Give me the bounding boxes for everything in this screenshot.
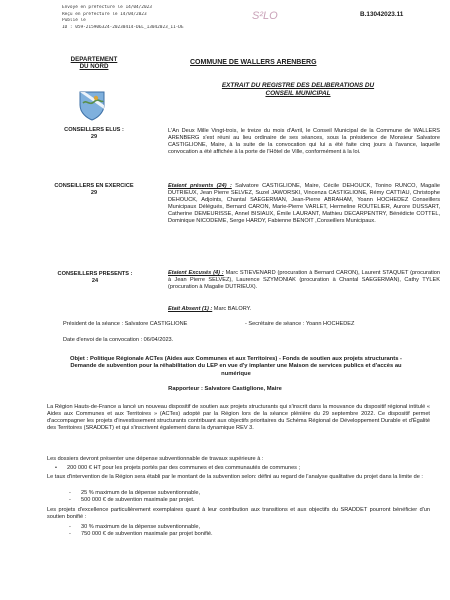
elected-label: CONSEILLERS ELUS : <box>64 127 124 133</box>
body-paragraph: Les dossiers devront présenter une dépense subventionnable de travaux supérieure à : <box>47 456 264 462</box>
rate-limits-list <box>47 490 430 504</box>
body-paragraph: La Région Hauts-de-France a lancé un nouveau dispositif de soutien aux projets structurants qui s'inscrit dans la mouvance du dispositif régional intitulé « Aides aux Communes et aux Territoires » (ACTes) adopté par la Région lors de la séance plénière du 29 septembre 2022. Ce dispositif permet d'accompagner les projets d'investissement structurants contribuant aux objectifs prioritaires du Schéma Régional de Développement Durable et d'Égalité des Territoires (SRADDET) et qui s'inscrivent également dans la dynamique REV 3. <box>47 404 430 432</box>
list-item: - 30 % maximum de la dépense subventionnable, <box>69 524 201 530</box>
session-president: Président de la séance : Salvatore CASTIGLIONE <box>63 321 188 327</box>
present-members <box>168 183 440 226</box>
in-office-label: CONSEILLERS EN EXERCICE <box>54 183 134 189</box>
stamp-line: Envoyé en préfecture le 14/04/2023 <box>62 5 152 10</box>
list-item: • 200 000 € HT pour les projets portés par des communes et des communautés de communes ; <box>55 465 301 471</box>
list-item: - 25 % maximum de la dépense subventionnable, <box>69 490 201 496</box>
reference-number: B.13042023.11 <box>360 11 404 18</box>
in-office-count <box>48 183 140 197</box>
present-count <box>50 271 140 285</box>
excused-members-label: Etaient Excusés (4) : <box>168 270 224 276</box>
absent-members-label: Etait Absent (1) : <box>168 306 213 312</box>
department-line: DEPARTEMENT <box>70 56 118 63</box>
commune-title: COMMUNE DE WALLERS ARENBERG <box>190 59 317 66</box>
svg-text:S²LO: S²LO <box>252 10 278 22</box>
stamp-line: ID : 059-215906324-20230414-DEL_13042023_11-DE <box>62 24 184 30</box>
s2low-logo <box>250 2 290 28</box>
rate-paragraph: Le taux d'intervention de la Région sera établi par le montant de la subvention selon: défini au regard de l'analyse qualitative du projet dans la limite de : <box>47 474 423 480</box>
excellence-paragraph: Les projets d'excellence particulièrement exemplaires quant à leur contribution aux transitions et aux objectifs du SRADDET pourront bénéficier d'un soutien bonifié : <box>47 507 430 521</box>
present-value: 24 <box>91 278 99 285</box>
bonus-limits-list <box>47 524 430 538</box>
list-item: - 500 000 € de subvention maximale par projet. <box>69 497 195 504</box>
present-label: CONSEILLERS PRESENTS : <box>57 271 133 277</box>
list-item: - 750 000 € de subvention maximale par projet bonifié. <box>69 531 213 538</box>
absent-members-text: Marc BALORY. <box>212 306 252 312</box>
elected-count <box>55 127 133 141</box>
in-office-value: 29 <box>90 190 98 197</box>
present-members-label: Etaient présents (24) : <box>168 183 232 189</box>
convocation-date: Date d'envoi de la convocation : 06/04/2023. <box>63 337 174 343</box>
absent-members <box>168 306 440 313</box>
excused-members-text: Marc STIEVENARD (procuration à Bernard CARON), Laurent STAQUET (procuration à Jean Pierre SELVEZ), Laurence SZYMONIAK (procuration à Chantal SAEGERMAN), Cathy TYLEK (procuration à Magalie DUTRIEUX). <box>168 270 440 291</box>
rapporteur: Rapporteur : Salvatore Castiglione, Maire <box>168 386 282 392</box>
intro-paragraph: L'An Deux Mille Vingt-trois, le treize du mois d'Avril, le Conseil Municipal de la Commune de WALLERS ARENBERG s'est réuni au lieu ordinaire de ses séances, sous la présidence de Monsieur Salvatore CASTIGLIONE, Maire, à la suite de la convocation qui lui a été faite cinq jours à l'avance, laquelle convocation a été affichée à la porte de l'Hôtel de Ville, conformément à la loi. <box>168 128 440 156</box>
elected-value: 29 <box>90 134 98 141</box>
threshold-list <box>47 465 430 472</box>
prefecture-stamp <box>62 5 226 32</box>
coat-of-arms-icon <box>77 89 107 121</box>
excused-members <box>168 270 440 291</box>
stamp-line: Publié le <box>62 18 86 24</box>
stamp-line: Reçu en préfecture le 14/04/2023 <box>62 11 147 17</box>
department-line: DU NORD <box>79 63 109 71</box>
extract-line: EXTRAIT DU REGISTRE DES DELIBERATIONS DU <box>221 82 375 89</box>
present-members-text: Salvatore CASTIGLIONE, Maire, Cécile DEHOUCK, Tonino RUNCO, Magalie DUTRIEUX, Jean Pierre SELVEZ, Suzel JAWORSKI, Vincenza CASTIGLIONE, Rémy CATTIAU, Christophe DEHOUCK, Adjoints, Chantal SAEGERMAN, Jean-Pierre ABRAHAM, Yoann HOCHEDEZ Conseillers Municipaux Délégués, Bernard CARON, Marie-Pierre VARLET, Hermeline ROUTELIER, Aurore DUSSART, Catherine DEMEURISSE, Annel BISIAUX, Émile LAURANT, Mathieu DECARPENTRY, Bénédicte COTTEL, Dominique NICODEME, Serge HARDY, Fabienne BENOIT ,Conseillers Municipaux. <box>168 183 440 225</box>
extract-line: CONSEIL MUNICIPAL <box>265 89 331 97</box>
subject-heading: Objet : Politique Régionale ACTes (Aides aux Communes et aux Territoires) - Fonds de soutien aux projets structurants - Demande de subvention pour la réhabilitation du LEP en vue d'y implanter une Maison de services publics et d'accès au numérique <box>70 356 402 377</box>
extract-title <box>182 82 414 97</box>
session-secretary: - Secrétaire de séance : Yoann HOCHEDEZ <box>245 321 355 327</box>
department-heading <box>55 56 133 71</box>
